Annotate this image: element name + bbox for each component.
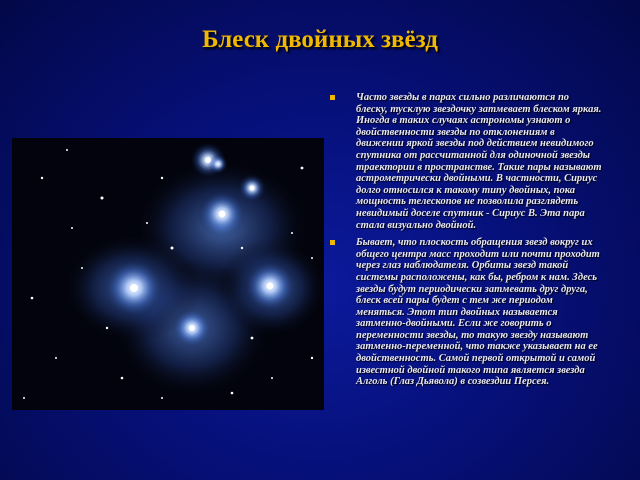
paragraph-text: Бывает, что плоскость обращения звезд вокруг их общего центра масс проходит или почти проходит через глаз наблюдателя. Орбиты звезд такой системы расположены, как бы, ребром к нам. Здесь звезды будут периодически затмевать друг друга, блеск всей пары будет с тем же периодом меняться. Этот тип двойных называется затменно-двойными. Если же говорить о переменности звезды, то такую звезду называют затменно-переменной, что также указывает на ее двойственность. Самой первой открытой и самой известной двойной такого типа является звезда Алголь (Глаз Дьявола) в созвездии Персея. — [356, 237, 600, 388]
bullet-paragraph-1 — [330, 92, 602, 231]
star-cluster-image — [12, 138, 324, 410]
paragraph-text: Часто звезды в парах сильно различаются по блеску, тусклую звездочку затмевает блеском яркая. Иногда в таких случаях астрономы узнают о двойственности звезды по отклонениям в движении яркой звезды под действием невидимого спутника от рассчитанной для одиночной звезды траектории в пространстве. Такие пары называют астрометрически двойными. В частности, Сириус долго относился к такому типу двойных, пока мощность телескопов не позволила разглядеть невидимый доселе спутник - Сириус B. Эта пара стала визуально двойной. — [356, 92, 602, 231]
bullet-paragraph-2 — [330, 237, 602, 388]
bullet-icon — [330, 240, 335, 245]
star-cluster-photo — [12, 138, 324, 410]
bullet-icon — [330, 95, 335, 100]
text-column — [330, 92, 602, 394]
slide-title: Блеск двойных звёзд — [202, 26, 438, 53]
